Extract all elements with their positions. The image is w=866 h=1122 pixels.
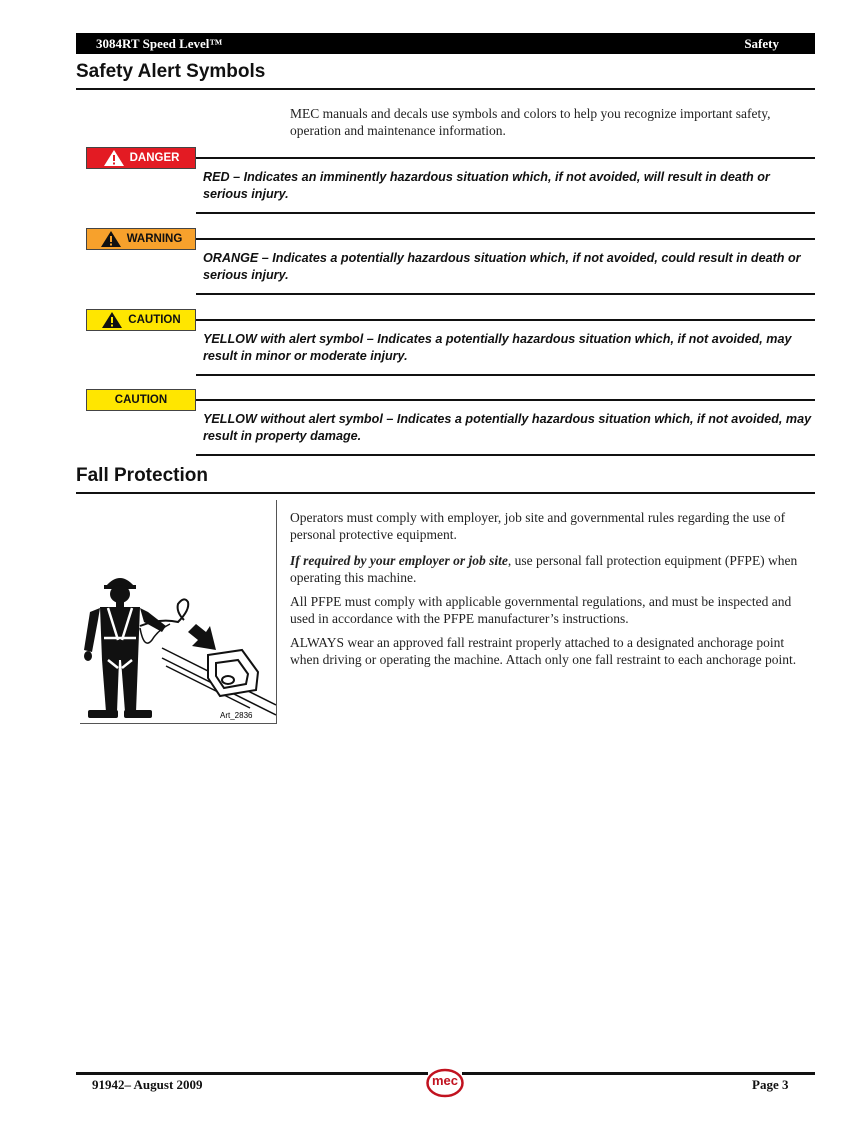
header-bar	[76, 33, 815, 54]
footer-page-number: Page 3	[752, 1077, 789, 1092]
alert-triangle-icon	[103, 149, 125, 167]
alert-triangle-icon	[100, 230, 122, 248]
section-divider	[76, 88, 815, 90]
section-divider	[76, 492, 815, 494]
footer-rule-right	[462, 1072, 815, 1075]
danger-bottom-rule	[196, 212, 815, 214]
section-name: Safety	[744, 36, 779, 51]
caution-nosymbol-top-rule	[196, 399, 815, 401]
caution-nosymbol-description: YELLOW without alert symbol – Indicates a potentially hazardous situation which, if not avoided, may result in property damage.	[203, 412, 812, 443]
mec-logo	[426, 1068, 464, 1098]
caution-nosymbol-bottom-rule	[196, 454, 815, 456]
fall-paragraph-3: All PFPE must comply with applicable governmental regulations, and must be inspected and used in accordance with the PFPE manufacturer’s instructions.	[290, 594, 792, 626]
fall-paragraph-2-emphasis: If required by your employer or job site	[290, 553, 508, 568]
warning-top-rule	[196, 238, 815, 240]
caution-description: YELLOW with alert symbol – Indicates a potentially hazardous situation which, if not avoided, may result in minor or moderate injury.	[203, 332, 792, 363]
caution-label-text: CAUTION	[128, 314, 181, 326]
fall-paragraph-1: Operators must comply with employer, job site and governmental rules regarding the use of personal protective equipment.	[290, 510, 786, 542]
danger-top-rule	[196, 157, 815, 159]
safety-alert-title: Safety Alert Symbols	[76, 61, 266, 82]
danger-label-text: DANGER	[129, 152, 180, 164]
fall-paragraph-4: ALWAYS wear an approved fall restraint properly attached to a designated anchorage point when driving or operating the machine. Attach only one fall restraint to each anchorage point.	[290, 635, 797, 667]
caution-signal-label	[86, 309, 196, 331]
mec-logo-text: mec	[431, 1073, 459, 1088]
footer-rule-left	[76, 1072, 428, 1075]
caution-top-rule	[196, 319, 815, 321]
caution-nosymbol-label-text: CAUTION	[114, 394, 168, 406]
caution-bottom-rule	[196, 374, 815, 376]
warning-label-text: WARNING	[126, 233, 183, 245]
safety-alert-intro: MEC manuals and decals use symbols and colors to help you recognize important safety, operation and maintenance information.	[290, 106, 771, 138]
danger-signal-label	[86, 147, 196, 169]
footer-doc-number: 91942– August 2009	[92, 1077, 203, 1092]
fall-protection-title: Fall Protection	[76, 465, 208, 486]
danger-description: RED – Indicates an imminently hazardous situation which, if not avoided, will result in death or serious injury.	[203, 170, 770, 201]
worker-harness-illustration	[80, 500, 276, 723]
document-title: 3084RT Speed Level™	[96, 36, 223, 51]
warning-signal-label	[86, 228, 196, 250]
caution-nosymbol-signal-label	[86, 389, 196, 411]
warning-description: ORANGE – Indicates a potentially hazardous situation which, if not avoided, could result in death or serious injury.	[203, 251, 801, 282]
warning-bottom-rule	[196, 293, 815, 295]
alert-triangle-icon	[101, 311, 123, 329]
fall-paragraph-2	[290, 552, 815, 586]
art-label: Art_2836	[220, 711, 253, 720]
fall-protection-figure	[80, 500, 277, 724]
fall-paragraph-2-rest: , use personal fall protection equipment (PFPE) when operating this machine.	[290, 553, 798, 585]
